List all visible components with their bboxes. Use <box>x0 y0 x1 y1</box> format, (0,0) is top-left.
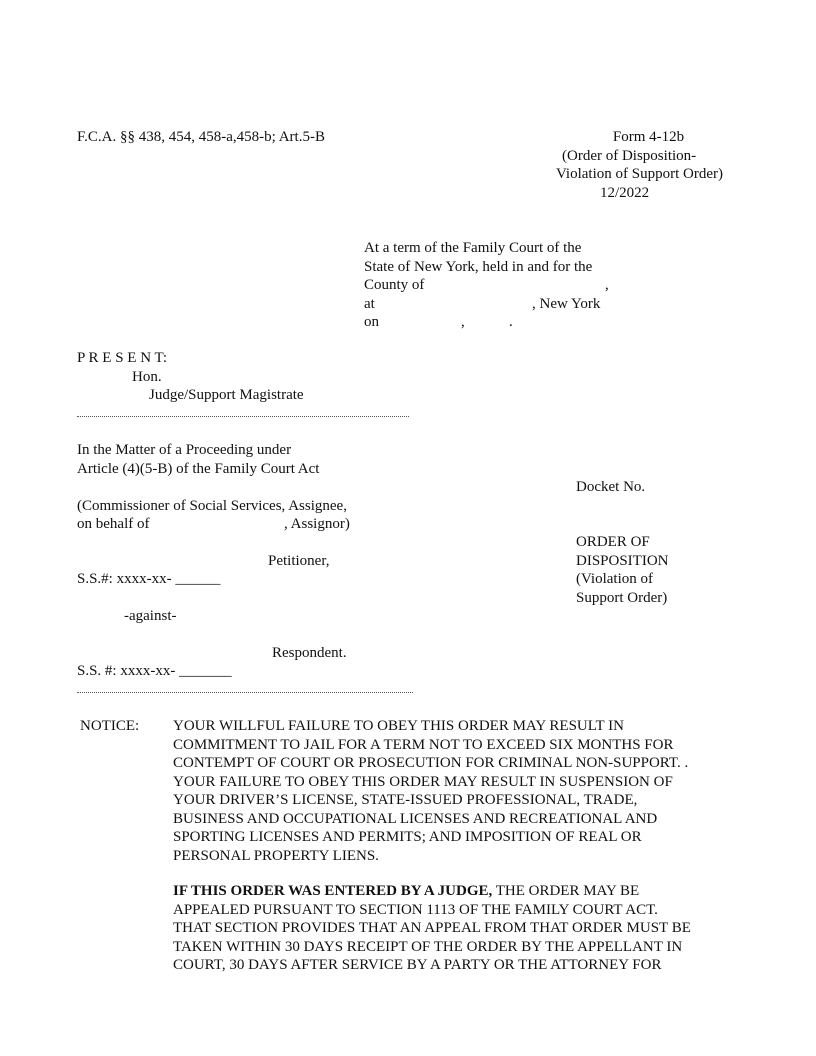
order-title-line2: DISPOSITION <box>576 552 669 569</box>
notice-p2-first-line <box>173 882 691 901</box>
form-number: Form 4-12b <box>612 129 685 145</box>
on-label: on <box>364 314 379 330</box>
notice-p1-line: YOUR WILLFUL FAILURE TO OBEY THIS ORDER MAY RESULT IN <box>173 718 625 734</box>
matter-line1: In the Matter of a Proceeding under <box>77 442 292 458</box>
assignor: , Assignor) <box>284 516 350 532</box>
petitioner-ss: S.S.#: xxxx-xx- ______ <box>77 571 221 587</box>
notice-paragraph1 <box>173 717 688 865</box>
matter-line2: Article (4)(5-B) of the Family Court Act <box>77 461 320 477</box>
notice-p2-line: APPEALED PURSUANT TO SECTION 1113 OF THE FAMILY COURT ACT. <box>173 901 658 918</box>
notice-p2-line: THAT SECTION PROVIDES THAT AN APPEAL FROM THAT ORDER MUST BE <box>173 920 691 936</box>
county-label: County of <box>364 277 425 293</box>
notice-p1-line: BUSINESS AND OCCUPATIONAL LICENSES AND RECREATIONAL AND <box>173 810 658 827</box>
notice-p1-line: CONTEMPT OF COURT OR PROSECUTION FOR CRIMINAL NON-SUPPORT. . <box>173 755 689 771</box>
statute-citation: F.C.A. §§ 438, 454, 458-a,458-b; Art.5-B <box>77 129 325 145</box>
form-title-line2: Violation of Support Order) <box>556 166 723 182</box>
notice-p2-rest: THE ORDER MAY BE <box>492 883 640 899</box>
order-title-line3: (Violation of <box>576 571 653 587</box>
notice-p1-line: YOUR DRIVER’S LICENSE, STATE-ISSUED PROFESSIONAL, TRADE, <box>173 792 638 808</box>
at-label: at <box>364 295 375 312</box>
order-title-line4: Support Order) <box>576 589 668 606</box>
against-label: -against- <box>124 608 177 624</box>
at-line <box>364 295 614 314</box>
present-title: Judge/Support Magistrate <box>149 387 304 403</box>
present-hon: Hon. <box>132 369 162 385</box>
notice-p1-line: COMMITMENT TO JAIL FOR A TERM NOT TO EXCEED SIX MONTHS FOR <box>173 736 674 753</box>
respondent-label: Respondent. <box>272 645 347 661</box>
on-line <box>364 313 614 332</box>
court-term-block <box>364 239 614 332</box>
docket-label: Docket No. <box>576 479 646 495</box>
divider-top <box>77 416 409 417</box>
court-term-line1: At a term of the Family Court of the <box>364 240 582 256</box>
order-title-line1: ORDER OF <box>576 534 650 550</box>
notice-p2-bold: IF THIS ORDER WAS ENTERED BY A JUDGE, <box>173 883 493 899</box>
present-label: P R E S E N T: <box>77 350 168 366</box>
notice-paragraph2 <box>173 882 691 975</box>
order-title <box>576 533 669 607</box>
form-title-line1: (Order of Disposition- <box>562 147 697 164</box>
notice-p1-line: SPORTING LICENSES AND PERMITS; AND IMPOSITION OF REAL OR <box>173 829 642 845</box>
county-comma: , <box>605 277 609 293</box>
respondent-ss: S.S. #: xxxx-xx- _______ <box>77 663 232 679</box>
on-comma: , <box>461 314 465 330</box>
court-term-line2: State of New York, held in and for the <box>364 258 593 275</box>
notice-p1-line: PERSONAL PROPERTY LIENS. <box>173 847 379 864</box>
at-suffix: , New York <box>532 295 601 312</box>
notice-p2-line: TAKEN WITHIN 30 DAYS RECEIPT OF THE ORDER BY THE APPELLANT IN <box>173 938 683 955</box>
notice-p2-line: COURT, 30 DAYS AFTER SERVICE BY A PARTY OR THE ATTORNEY FOR <box>173 957 662 973</box>
form-header <box>556 128 741 202</box>
on-period: . <box>509 314 513 330</box>
notice-p1-line: YOUR FAILURE TO OBEY THIS ORDER MAY RESULT IN SUSPENSION OF <box>173 773 673 790</box>
petitioner-label: Petitioner, <box>268 553 330 569</box>
form-date: 12/2022 <box>600 184 650 201</box>
commissioner-line: (Commissioner of Social Services, Assignee, <box>77 498 347 514</box>
notice-label: NOTICE: <box>80 718 140 734</box>
on-behalf-of: on behalf of <box>77 516 150 532</box>
divider-bottom <box>77 692 413 693</box>
county-line <box>364 276 614 295</box>
